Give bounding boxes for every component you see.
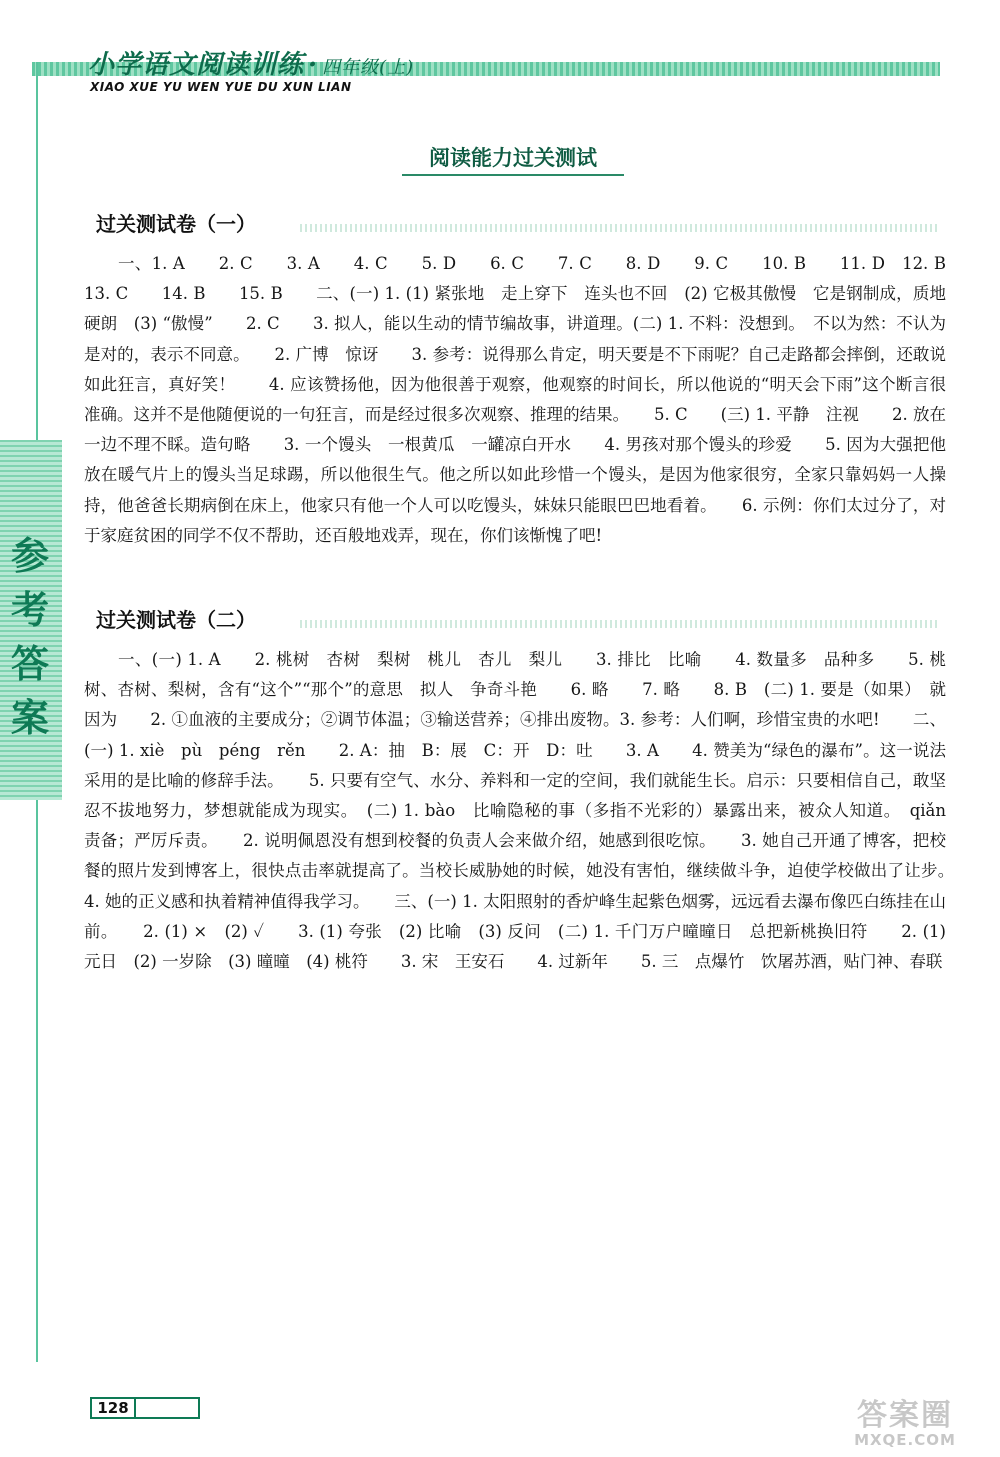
page-number-box — [90, 1397, 200, 1419]
side-tab-char: 参 — [10, 534, 49, 578]
heading-band-1 — [300, 224, 940, 232]
side-tab-char: 考 — [10, 588, 49, 632]
book-title: 小学语文阅读训练 · 四年级(上) — [88, 50, 415, 80]
book-title-text: 小学语文阅读训练 — [88, 50, 305, 80]
page-number: 128 — [92, 1399, 136, 1417]
watermark — [820, 1400, 990, 1452]
section-title-underline — [402, 174, 624, 176]
watermark-url: MXQE.COM — [854, 1431, 956, 1449]
answer-block-1 — [84, 249, 979, 551]
watermark-logo: 答案圈 — [857, 1398, 953, 1433]
answer-text-2: 一、(一) 1. A 2. 桃树 杏树 梨树 桃儿 杏儿 梨儿 3. 排比 比喻 4. 数量多 品种多 5. 桃树、杏树、梨树，含有“这个”“那个”的意思 拟人 争奇斗艳 6. 略 7. 略 8. B (二) 1. 要是（如果） 就 因为 2. ①血液的主要成分；②调节体温；③输送营养；④排出废物。3. 参考：人们啊，珍惜宝贵的水吧! 二、(一) 1. xiè pù péng rěn 2. A：抽 B：展 C：开 D：吐 3. A 4. 赞美为“绿色的瀑布”。这一说法采用的是比喻的修辞手法。 5. 只要有空气、水分、养料和一定的空间，我们就能生长。启示：只要相信自己，敢坚忍不拔地努力，梦想就能成为现实。 (二) 1. bào 比喻隐秘的事（多指不光彩的）暴露出来，被众人知道。 qiǎn 责备；严厉斥责。 2. 说明佩恩没有想到校餐的负责人会来做介绍，她感到很吃惊。 3. 她自己开通了博客，把校餐的照片发到博客上，很快点击率就提高了。当校长威胁她的时候，她没有害怕，继续做斗争，迫使学校做出了让步。 4. 她的正义感和执着精神值得我学习。 三、(一) 1. 太阳照射的香炉峰生起紫色烟雾，远远看去瀑布像匹白练挂在山前。 2. (1) × (2) ✓ 3. (1) 夸张 (2) 比喻 (3) 反问 (二) 1. 千门万户曈曈日 总把新桃换旧符 2. (1) 元日 (2) 一岁除 (3) 曈曈 (4) 桃符 3. 宋 王安石 4. 过新年 5. 三 点爆竹 饮屠苏酒，贴门神、春联 — [84, 650, 979, 972]
section-title: 阅读能力过关测试 — [429, 146, 597, 170]
book-title-pinyin: XIAO XUE YU WEN YUE DU XUN LIAN — [90, 80, 352, 94]
test-heading-2: 过关测试卷（二） — [96, 608, 256, 632]
side-tab-char: 案 — [10, 696, 49, 740]
side-tab-reference-answers — [0, 440, 62, 800]
answer-block-2 — [84, 645, 979, 977]
side-tab-char: 答 — [10, 642, 49, 686]
heading-band-2 — [300, 620, 940, 628]
answer-text-1: 一、1. A 2. C 3. A 4. C 5. D 6. C 7. C 8. D 9. C 10. B 11. D 12. B 13. C 14. B 15. B 二、(一) 1. (1) 紧张地 走上穿下 连头也不回 (2) 它极其傲慢 它是钢制成，质地硬朗 (3) “傲慢” 2. C 3. 拟人，能以生动的情节编故事，讲道理。(二) 1. 不料：没想到。 不以为然：不认为是对的，表示不同意。 2. 广博 惊讶 3. 参考：说得那么肯定，明天要是不下雨呢？自己走路都会摔倒，还敢说如此狂言，真好笑！ 4. 应该赞扬他，因为他很善于观察，他观察的时间长，所以他说的“明天会下雨”这个断言很准确。这并不是他随便说的一句狂言，而是经过很多次观察、推理的结果。 5. C (三) 1. 平静 注视 2. 放在一边不理不睬。造句略 3. 一个馒头 一根黄瓜 一罐凉白开水 4. 男孩对那个馒头的珍爱 5. 因为大强把他放在暖气片上的馒头当足球踢，所以他很生气。他之所以如此珍惜一个馒头，是因为他家很穷，全家只靠妈妈一人操持，他爸爸长期病倒在床上，他家只有他一个人可以吃馒头，妹妹只能眼巴巴地看着。 6. 示例：你们太过分了，对于家庭贫困的同学不仅不帮助，还百般地戏弄，现在，你们该惭愧了吧! — [84, 254, 979, 545]
grade-label: 四年级(上) — [322, 57, 415, 78]
test-heading-1: 过关测试卷（一） — [96, 212, 256, 236]
